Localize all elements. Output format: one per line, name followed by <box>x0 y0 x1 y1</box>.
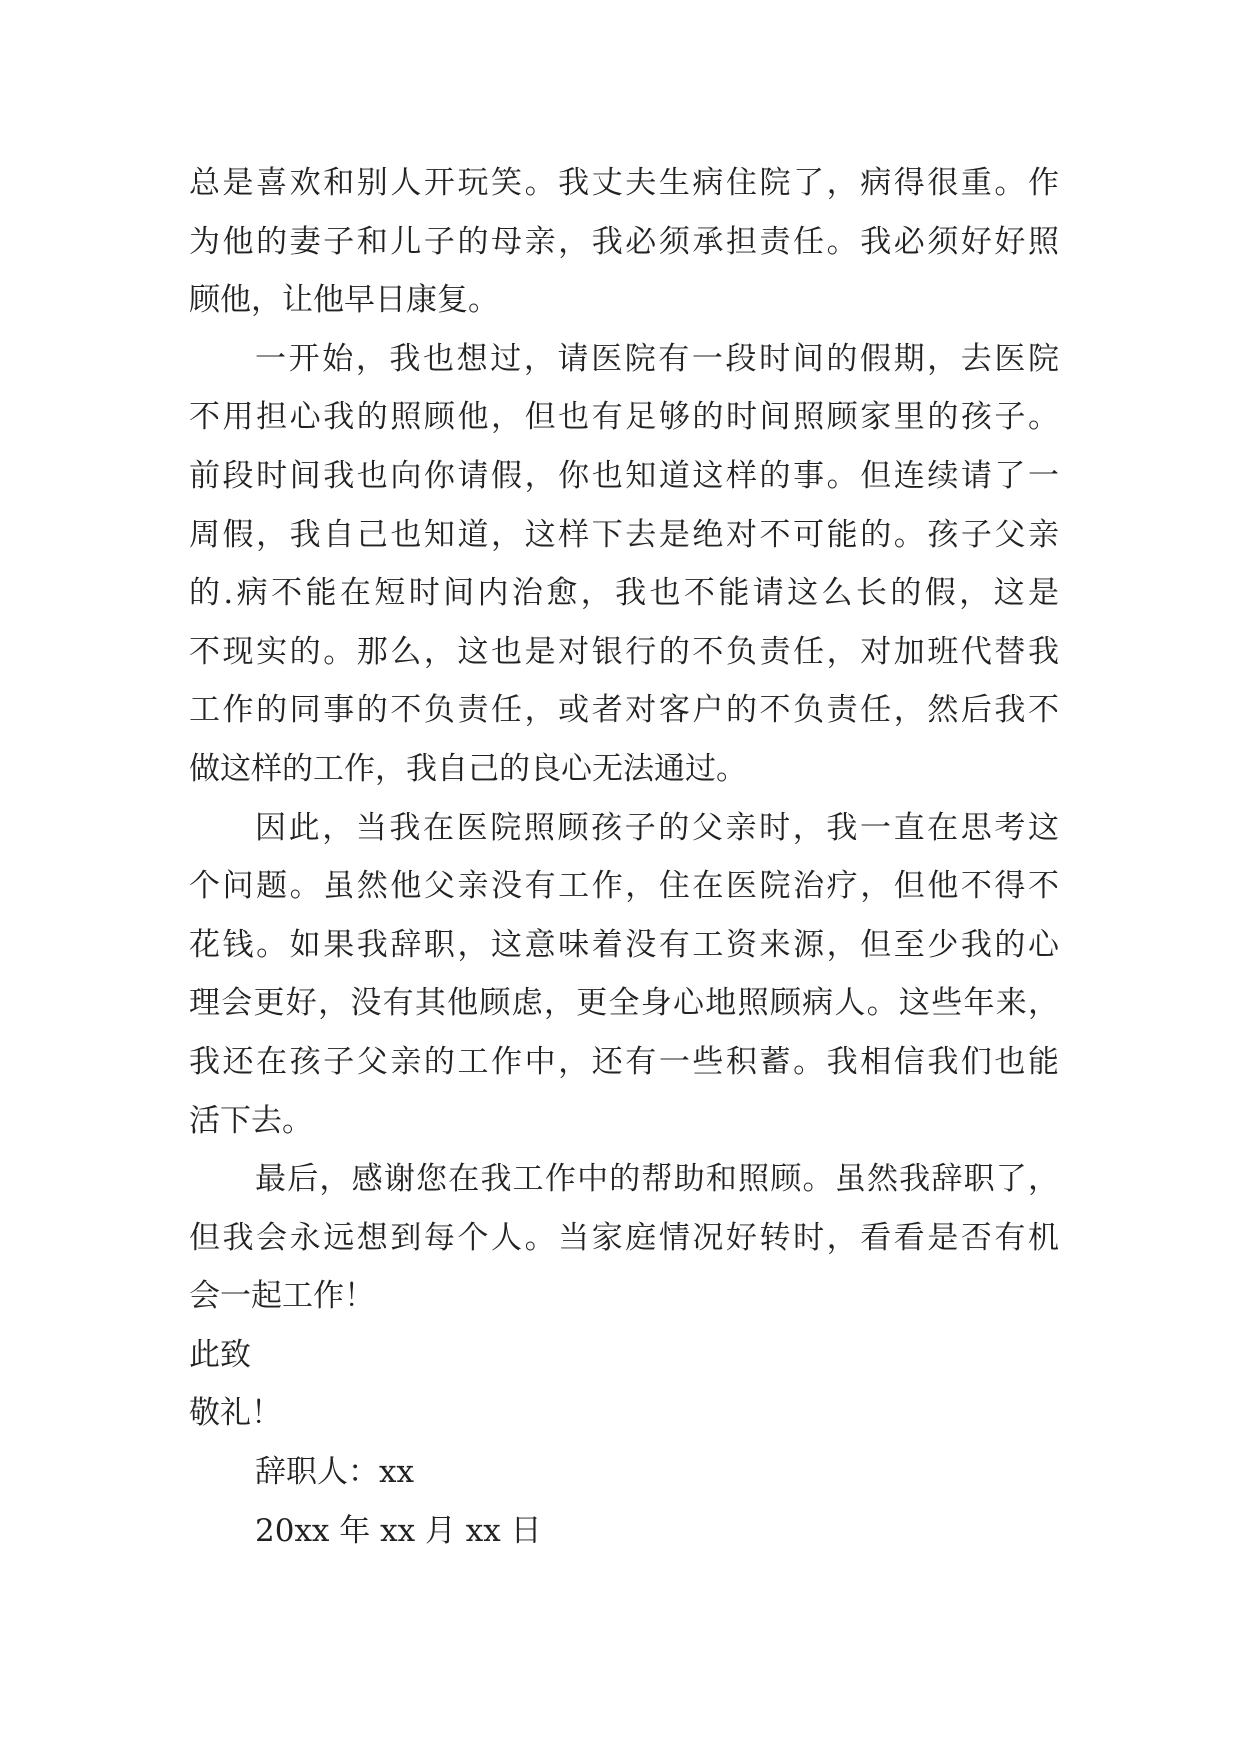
text-line: 理会更好，没有其他顾虑，更全身心地照顾病人。这些年来， <box>189 985 1059 1022</box>
letter-body <box>189 154 1059 1560</box>
text-line: 周假，我自己也知道，这样下去是绝对不可能的。孩子父亲 <box>189 516 1059 553</box>
signature-name: 辞职人：xx <box>255 1454 414 1491</box>
signature-date: 20xx 年 xx 月 xx 日 <box>255 1512 542 1549</box>
text-line: 花钱。如果我辞职，这意味着没有工资来源，但至少我的心 <box>189 926 1059 963</box>
text-line: 前段时间我也向你请假，你也知道这样的事。但连续请了一 <box>189 457 1059 494</box>
text-line: 顾他，让他早日康复。 <box>189 282 499 319</box>
text-line: 我还在孩子父亲的工作中，还有一些积蓄。我相信我们也能 <box>189 1043 1059 1080</box>
text-line: 不现实的。那么，这也是对银行的不负责任，对加班代替我 <box>189 633 1059 670</box>
text-line: 工作的同事的不负责任，或者对客户的不负责任，然后我不 <box>189 692 1059 729</box>
paragraph-1 <box>189 154 1059 330</box>
text-line: 做这样的工作，我自己的良心无法通过。 <box>189 750 747 787</box>
text-line: 不用担心我的照顾他，但也有足够的时间照顾家里的孩子。 <box>189 399 1059 436</box>
paragraph-4 <box>189 1150 1059 1326</box>
text-line: 一开始，我也想过，请医院有一段时间的假期，去医院 <box>255 340 1059 377</box>
text-line: 为他的妻子和儿子的母亲，我必须承担责任。我必须好好照 <box>189 223 1059 260</box>
text-line: 总是喜欢和别人开玩笑。我丈夫生病住院了，病得很重。作 <box>189 165 1059 201</box>
text-line: 个问题。虽然他父亲没有工作，住在医院治疗，但他不得不 <box>189 868 1059 905</box>
text-line: 活下去。 <box>189 1102 313 1139</box>
text-line: 最后，感谢您在我工作中的帮助和照顾。虽然我辞职了， <box>255 1161 1059 1198</box>
text-line: 因此，当我在医院照顾孩子的父亲时，我一直在思考这 <box>255 809 1059 846</box>
signature-block <box>189 1443 1059 1560</box>
text-line: 的.病不能在短时间内治愈，我也不能请这么长的假，这是 <box>189 575 1059 612</box>
closing-line-2: 敬礼！ <box>189 1395 282 1432</box>
paragraph-3 <box>189 799 1059 1151</box>
closing-line-1: 此致 <box>189 1336 251 1373</box>
text-line: 但我会永远想到每个人。当家庭情况好转时，看看是否有机 <box>189 1219 1059 1256</box>
closing <box>189 1326 1059 1443</box>
paragraph-2 <box>189 330 1059 799</box>
text-line: 会一起工作！ <box>189 1278 375 1315</box>
